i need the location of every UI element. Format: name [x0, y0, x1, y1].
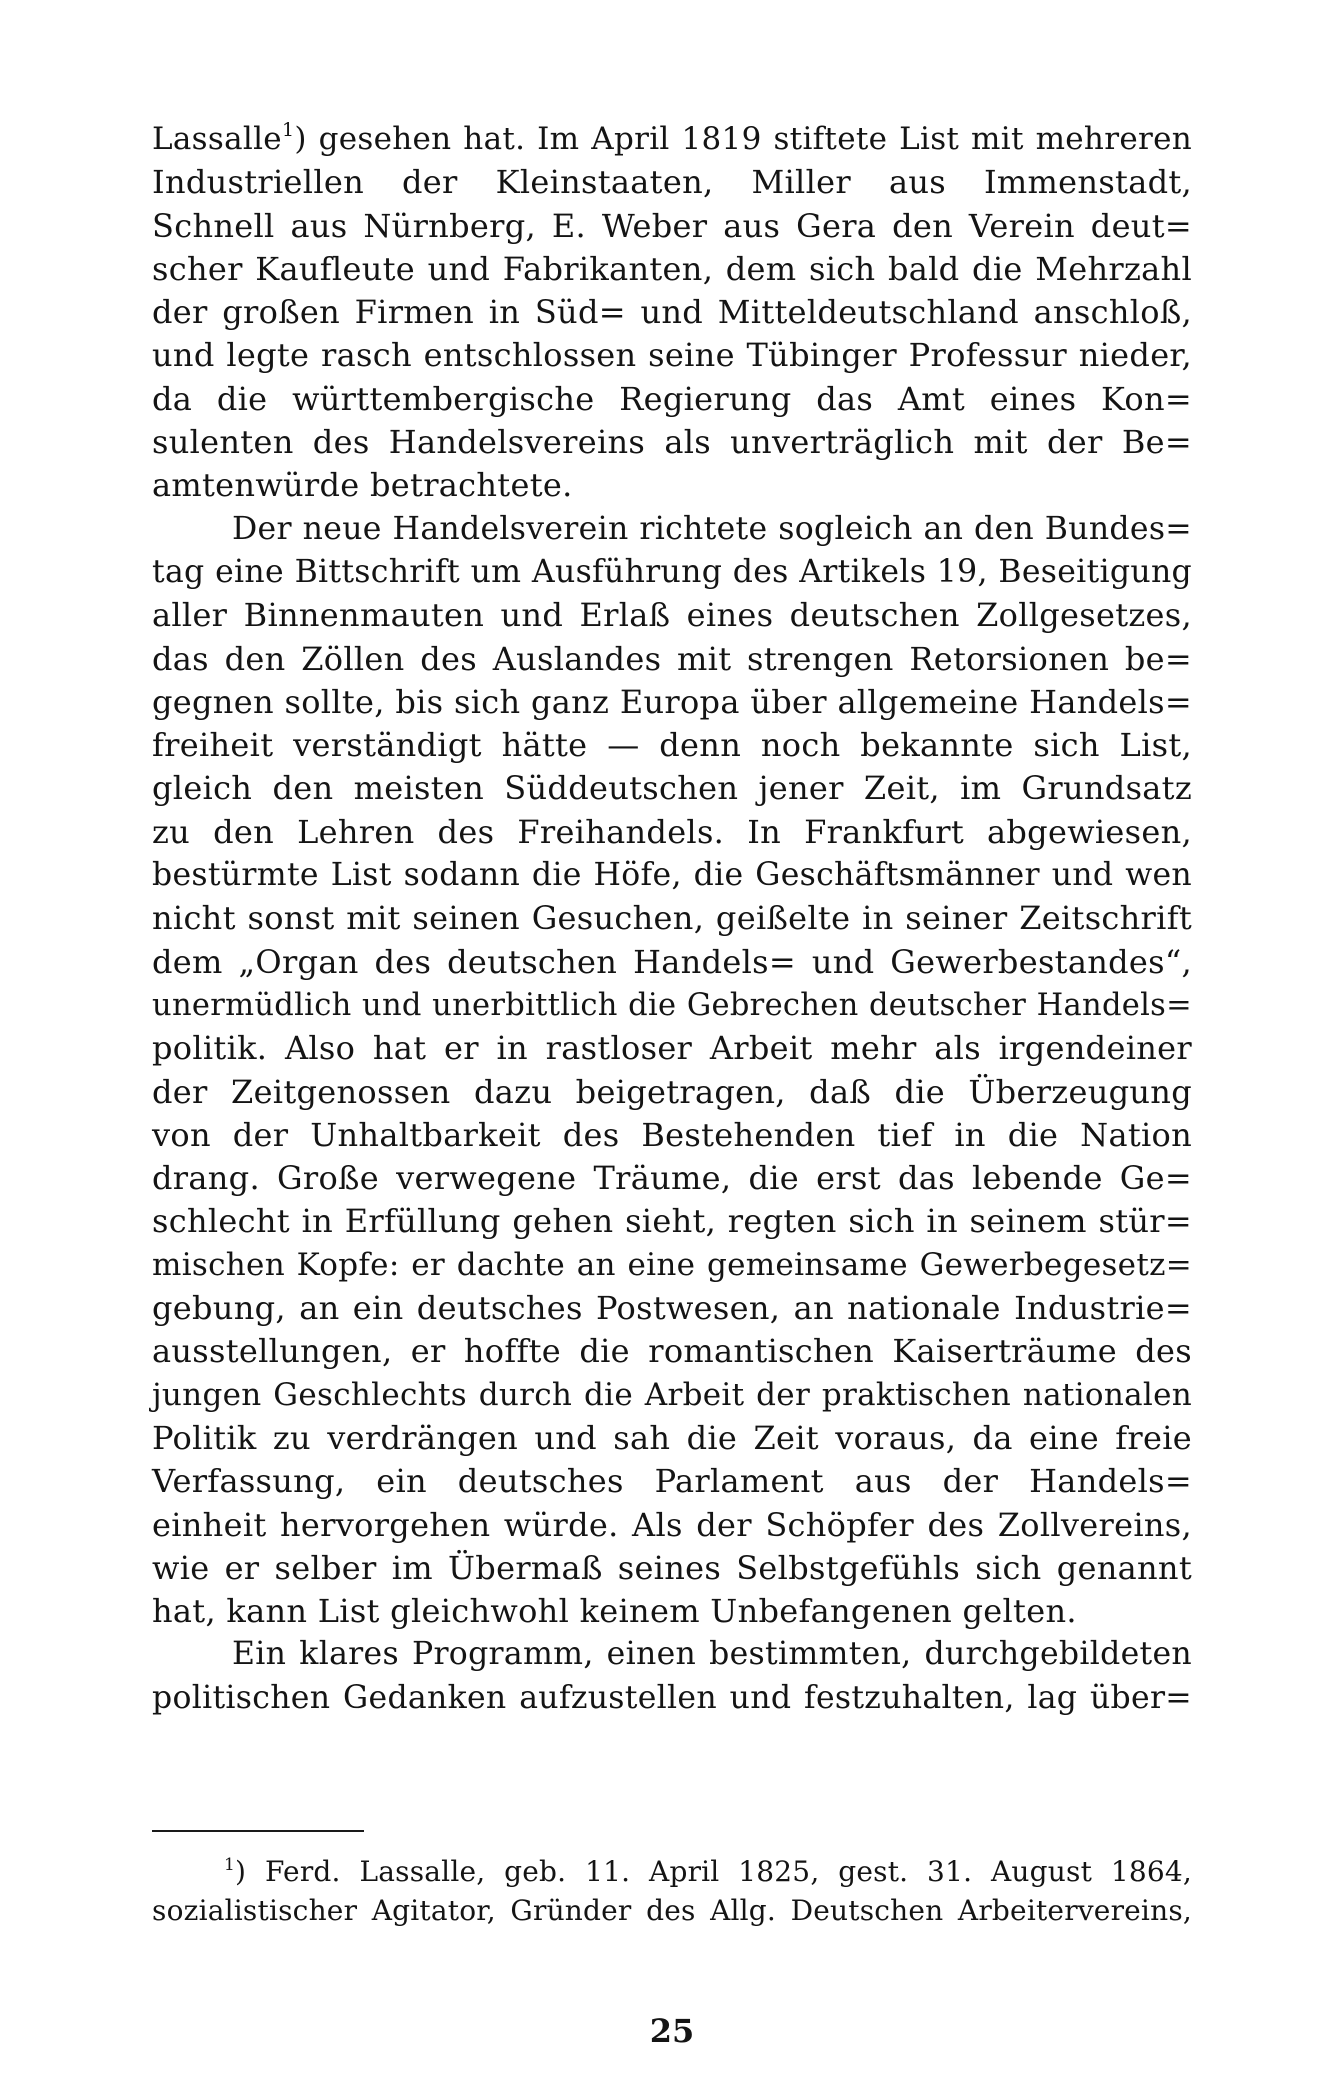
text-line: gleich den meisten Süddeutschen jener Zeit, im Grundsatz: [152, 769, 1192, 808]
text-line: dem „Organ des deutschen Handels= und Gewerbestandes“,: [152, 942, 1192, 981]
text-line: wie er selber im Übermaß seines Selbstgefühls sich genannt: [152, 1548, 1192, 1587]
text-line: und legte rasch entschlossen seine Tübinger Professur nieder,: [152, 336, 1192, 375]
text-line: drang. Große verwegene Träume, die erst das lebende Ge=: [152, 1159, 1192, 1198]
footnote-text: ) Ferd. Lassalle, geb. 11. April 1825, gest. 31. August 1864,: [235, 1855, 1192, 1888]
text-line: da die württembergische Regierung das Amt eines Kon=: [152, 379, 1192, 418]
text-line: freiheit verständigt hätte — denn noch bekannte sich List,: [152, 726, 1192, 765]
paragraph-3: [152, 1633, 1192, 1720]
text-line: ausstellungen, er hoffte die romantischen Kaiserträume des: [152, 1332, 1192, 1371]
text-line: Verfassung, ein deutsches Parlament aus der Handels=: [152, 1462, 1192, 1501]
paragraph-2: [152, 508, 1192, 1634]
text-line: Industriellen der Kleinstaaten, Miller aus Immenstadt,: [152, 163, 1192, 202]
footnote-reference: 1: [281, 119, 295, 141]
footnote: [152, 1852, 1192, 1930]
text-line: Politik zu verdrängen und sah die Zeit voraus, da eine freie: [152, 1418, 1192, 1457]
footnote-line: [152, 1852, 1192, 1891]
text-line: [152, 118, 1192, 161]
text-line: zu den Lehren des Freihandels. In Frankfurt abgewiesen,: [152, 812, 1192, 851]
footnote-marker: 1: [224, 1855, 236, 1875]
footnote-line: sozialistischer Agitator, Gründer des Allg. Deutschen Arbeitervereins,: [152, 1894, 1192, 1927]
text-line: mischen Kopfe: er dachte an eine gemeinsame Gewerbegesetz=: [152, 1246, 1192, 1283]
text-line: einheit hervorgehen würde. Als der Schöpfer des Zollvereins,: [152, 1505, 1192, 1544]
text-line: Ein klares Programm, einen bestimmten, durchgebildeten: [232, 1636, 1192, 1673]
footnote-divider: [152, 1830, 364, 1832]
page-number: 25: [649, 2012, 695, 2050]
paragraph-1: [152, 118, 1192, 508]
text-line: hat, kann List gleichwohl keinem Unbefangenen gelten.: [152, 1592, 1077, 1631]
text-line: der Zeitgenossen dazu beigetragen, daß die Überzeugung: [152, 1072, 1192, 1111]
text-line: tag eine Bittschrift um Ausführung des Artikels 19, Beseitigung: [152, 553, 1192, 590]
text-line: aller Binnenmauten und Erlaß eines deutschen Zollgesetzes,: [152, 596, 1192, 635]
text-segment: ) gesehen hat. Im April 1819 stiftete List mit mehreren: [294, 121, 1192, 157]
text-line: amtenwürde betrachtete.: [152, 466, 573, 505]
text-line: Schnell aus Nürnberg, E. Weber aus Gera den Verein deut=: [152, 206, 1192, 245]
text-line: politischen Gedanken aufzustellen und festzuhalten, lag über=: [152, 1679, 1192, 1716]
text-line: Der neue Handelsverein richtete sogleich an den Bundes=: [232, 510, 1192, 547]
text-line: gebung, an ein deutsches Postwesen, an nationale Industrie=: [152, 1289, 1192, 1328]
text-line: von der Unhaltbarkeit des Bestehenden tief in die Nation: [152, 1115, 1192, 1154]
text-segment: Lassalle: [152, 121, 282, 157]
book-page: [152, 118, 1192, 2050]
text-line: bestürmte List sodann die Höfe, die Geschäftsmänner und wen: [152, 857, 1192, 894]
text-line: unermüdlich und unerbittlich die Gebrechen deutscher Handels=: [152, 987, 1192, 1023]
text-line: schlecht in Erfüllung gehen sieht, regten sich in seinem stür=: [152, 1202, 1192, 1241]
text-line: sulenten des Handelsvereins als unverträglich mit der Be=: [152, 423, 1192, 462]
text-line: jungen Geschlechts durch die Arbeit der praktischen nationalen: [152, 1376, 1192, 1413]
text-line: gegnen sollte, bis sich ganz Europa über allgemeine Handels=: [152, 682, 1192, 721]
text-line: der großen Firmen in Süd= und Mitteldeutschland anschloß,: [152, 293, 1192, 332]
text-line: scher Kaufleute und Fabrikanten, dem sich bald die Mehrzahl: [152, 249, 1192, 288]
text-line: nicht sonst mit seinen Gesuchen, geißelte in seiner Zeitschrift: [152, 899, 1192, 938]
text-line: das den Zöllen des Auslandes mit strengen Retorsionen be=: [152, 639, 1192, 678]
text-line: politik. Also hat er in rastloser Arbeit mehr als irgendeiner: [152, 1029, 1192, 1068]
